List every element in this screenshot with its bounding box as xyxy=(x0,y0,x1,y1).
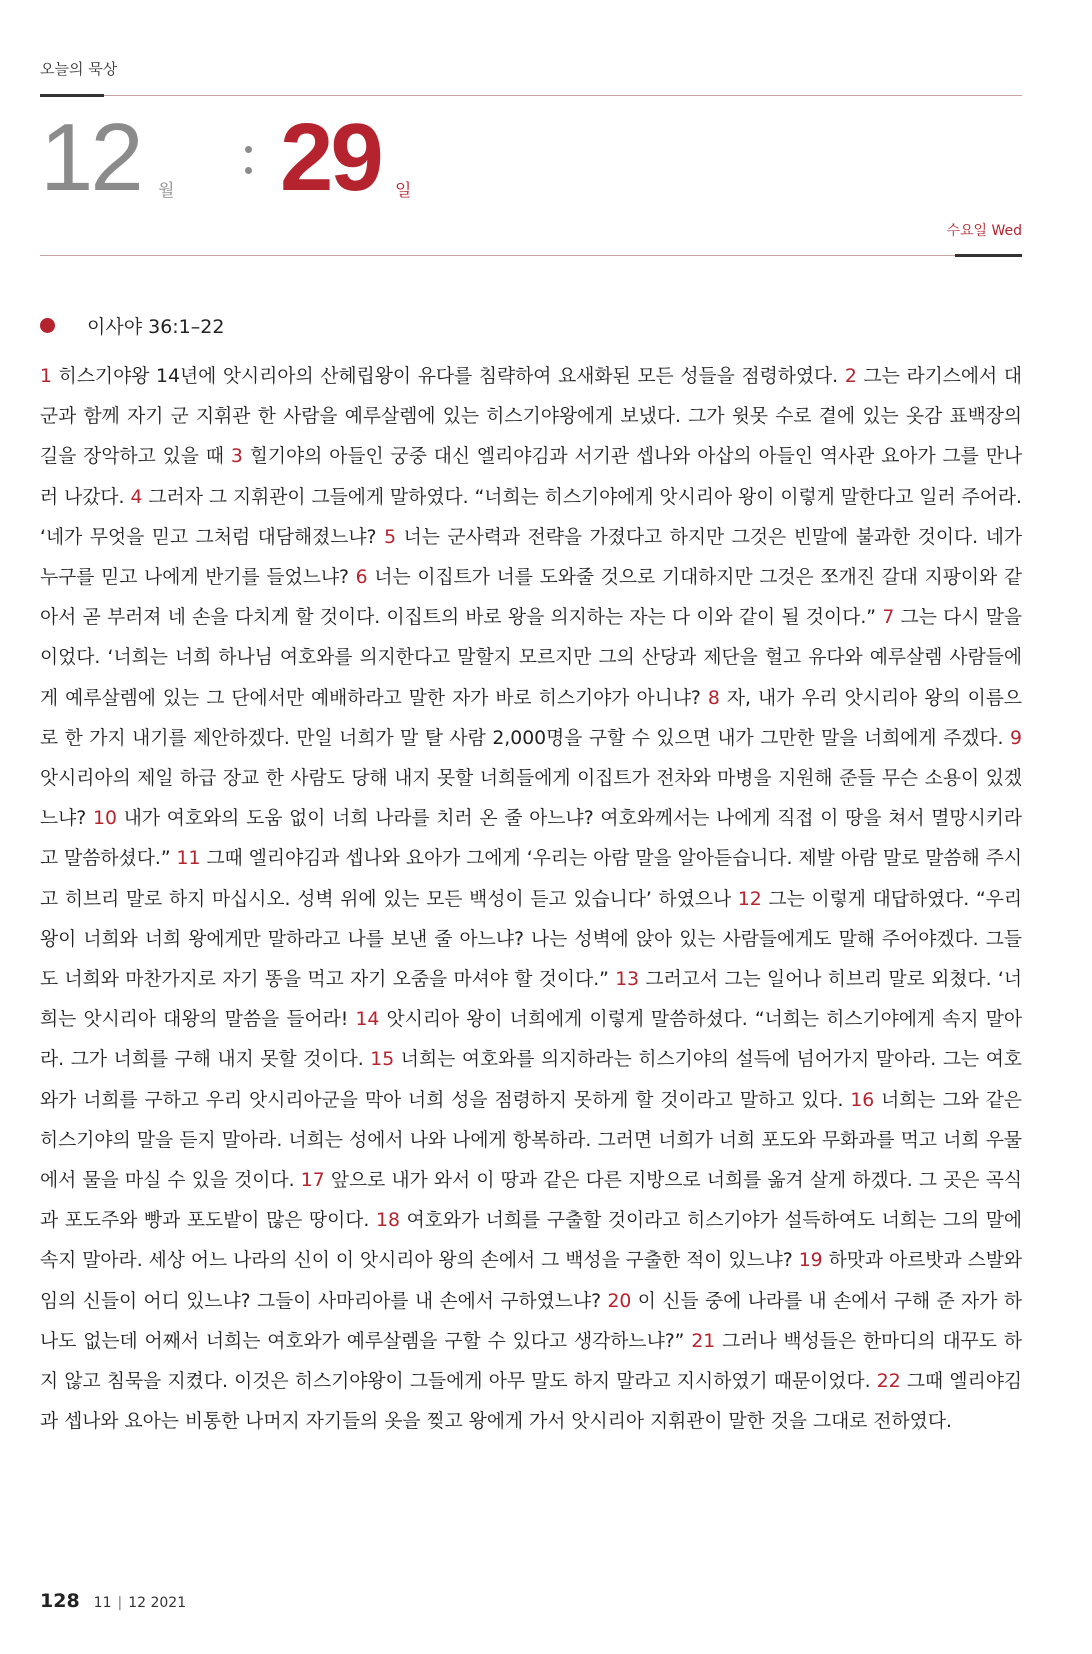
date-rule xyxy=(40,255,1000,256)
month-unit: 월 xyxy=(158,181,175,201)
verse-number: 3 xyxy=(230,446,243,468)
header-accent-rule xyxy=(40,94,104,97)
date-block xyxy=(40,104,1000,218)
verse-number: 12 xyxy=(737,888,762,910)
day-unit: 일 xyxy=(395,181,412,201)
verse-text: 너희는 그와 같은 히스기야의 말을 듣지 말아라. 너희는 성에서 나와 나에게 항복하라. 그러면 너희가 너희 포도와 무화과를 먹고 너희 우물에서 물을 마실 수 있을 것이다. xyxy=(40,1089,1022,1192)
colon-separator xyxy=(245,146,253,188)
month-number: 12 xyxy=(40,104,141,211)
verse-text: 힐기야의 아들인 궁중 대신 엘리야김과 서기관 셉나와 아삽의 아들인 역사관 요아가 그를 만나러 나갔다. xyxy=(40,446,1023,508)
issue-separator: | xyxy=(117,1595,123,1611)
verse-text: 그때 엘리야김과 셉나와 요아가 그에게 ‘우리는 아람 말을 알아듣습니다. 제발 아람 말로 말씀해 주시고 히브리 말로 하지 마십시오. 성벽 위에 있는 모든 백성이 듣고 있습니다’ 하였으나 xyxy=(40,848,1022,910)
verse-number: 18 xyxy=(376,1210,400,1232)
verse-number: 11 xyxy=(176,848,201,870)
verse-text: 내가 여호와의 도움 없이 너희 나라를 치러 온 줄 아느냐? 여호와께서는 나에게 직접 이 땅을 쳐서 멸망시키라고 말씀하셨다.” xyxy=(40,808,1023,870)
verse-number: 10 xyxy=(93,808,117,830)
verse-number: 17 xyxy=(300,1170,325,1192)
verse-number: 15 xyxy=(370,1049,395,1071)
verse-number: 8 xyxy=(707,687,720,709)
verse-text: 그는 라기스에서 대군과 함께 자기 군 지휘관 한 사람을 예루살렘에 있는 히스기야왕에게 보냈다. 그가 윗못 수로 곁에 있는 옷감 표백장의 길을 장악하고 있을 때 xyxy=(40,366,1022,468)
verse-text: 여호와가 너희를 구출할 것이라고 히스기야가 설득하여도 너희는 그의 말에 속지 말아라. 세상 어느 나라의 신이 이 앗시리아 왕의 손에서 그 백성을 구출한 적이 있느냐? xyxy=(40,1210,1023,1272)
verse-text: 너는 이집트가 너를 도와줄 것으로 기대하지만 그것은 쪼개진 갈대 지팡이와 같아서 곧 부러져 네 손을 다치게 할 것이다. 이집트의 바로 왕을 의지하는 자는 다 이와 같이 될 것이다.” xyxy=(40,567,1023,629)
header-rule xyxy=(104,95,1022,96)
verse-number: 19 xyxy=(798,1250,823,1272)
passage-reference: 이사야 36:1–22 xyxy=(87,316,225,338)
verse-number: 5 xyxy=(384,526,397,548)
passage-heading xyxy=(40,312,224,339)
section-label: 오늘의 묵상 xyxy=(40,60,118,78)
verse-text: 너희는 여호와를 의지하라는 히스기야의 설득에 넘어가지 말아라. 그는 여호와가 너희를 구하고 우리 앗시리아군을 막아 너희 성을 점령하지 못하게 할 것이라고 말하고 있다. xyxy=(40,1049,1023,1111)
verse-number: 14 xyxy=(355,1009,380,1031)
verse-number: 6 xyxy=(355,567,368,589)
verse-text: 자, 내가 우리 앗시리아 왕의 이름으로 한 가지 내기를 제안하겠다. 만일 너희가 말 탈 사람 2,000명을 구할 수 있으면 내가 그만한 말을 너희에게 주겠다. xyxy=(40,687,1023,749)
page-footer xyxy=(40,1590,186,1612)
verse-number: 21 xyxy=(691,1330,716,1352)
verse-text: 그는 이렇게 대답하였다. “우리 왕이 너희와 너희 왕에게만 말하라고 나를 보낸 줄 아느냐? 나는 성벽에 앉아 있는 사람들에게도 말해 주어야겠다. 그들도 너희와 마찬가지로 자기 똥을 먹고 자기 오줌을 마셔야 할 것이다.” xyxy=(40,888,1022,991)
issue-month: 11 xyxy=(93,1595,112,1611)
verse-number: 22 xyxy=(876,1371,901,1393)
verse-number: 20 xyxy=(607,1290,632,1312)
verse-text: 그러나 백성들은 한마디의 대꾸도 하지 않고 침묵을 지켰다. 이것은 히스기야왕이 그들에게 아무 말도 하지 말라고 지시하였기 때문이었다. xyxy=(40,1330,1022,1393)
verse-number: 2 xyxy=(844,366,857,387)
verse-text: 하맛과 아르밧과 스발와임의 신들이 어디 있느냐? 그들이 사마리아를 내 손에서 구하였느냐? xyxy=(40,1250,1022,1312)
verse-text: 앗시리아의 제일 하급 장교 한 사람도 당해 내지 못할 너희들에게 이집트가 전차와 마병을 지원해 준들 무슨 소용이 있겠느냐? xyxy=(40,768,1022,830)
day-number: 29 xyxy=(280,104,381,211)
weekday-label: 수요일 Wed xyxy=(946,223,1022,239)
verse-text: 히스기야왕 14년에 앗시리아의 산헤립왕이 유다를 침략하여 요새화된 모든 성들을 점령하였다. xyxy=(51,366,845,387)
verse-text: 그때 엘리야김과 셉나와 요아는 비통한 나머지 자기들의 옷을 찢고 왕에게 가서 앗시리아 지휘관이 말한 것을 그대로 전하였다. xyxy=(40,1371,1023,1433)
verse-text: 그러고서 그는 일어나 히브리 말로 외쳤다. ‘너희는 앗시리아 대왕의 말씀을 들어라! xyxy=(40,969,1022,1031)
verse-number: 4 xyxy=(130,486,143,508)
verse-text: 그는 다시 말을 이었다. ‘너희는 너희 하나님 여호와를 의지한다고 말할지 모르지만 그의 산당과 제단을 헐고 유다와 예루살렘 사람들에게 예루살렘에 있는 그 단에서만 예배하라고 말한 자가 바로 히스기야가 아니냐? xyxy=(40,607,1022,709)
verse-number: 16 xyxy=(850,1089,875,1111)
verse-text: 너는 군사력과 전략을 가졌다고 하지만 그것은 빈말에 불과한 것이다. 네가 누구를 믿고 나에게 반기를 들었느냐? xyxy=(40,526,1022,589)
issue-year: 12 2021 xyxy=(128,1595,187,1611)
bullet-icon xyxy=(40,318,55,333)
page-number: 128 xyxy=(40,1590,80,1612)
scripture-body xyxy=(40,357,1022,1442)
verse-text: 앞으로 내가 와서 이 땅과 같은 다른 지방으로 너희를 옮겨 살게 하겠다. 그 곳은 곡식과 포도주와 빵과 포도밭이 많은 땅이다. xyxy=(40,1170,1022,1232)
date-accent-rule xyxy=(955,254,1022,257)
verse-text: 그러자 그 지휘관이 그들에게 말하였다. “너희는 히스기야에게 앗시리아 왕이 이렇게 말한다고 일러 주어라. ‘네가 무엇을 믿고 그처럼 대담해졌느냐? xyxy=(40,486,1022,548)
verse-number: 1 xyxy=(40,366,52,387)
verse-number: 13 xyxy=(615,969,640,991)
verse-text: 이 신들 중에 나라를 내 손에서 구해 준 자가 하나도 없는데 어째서 너희는 여호와가 예루살렘을 구할 수 있다고 생각하느냐?” xyxy=(40,1290,1022,1352)
verse-number: 9 xyxy=(1010,727,1022,749)
verse-text: 앗시리아 왕이 너희에게 이렇게 말씀하셨다. “너희는 히스기야에게 속지 말아라. 그가 너희를 구해 내지 못할 것이다. xyxy=(40,1009,1022,1071)
verse-number: 7 xyxy=(882,607,895,629)
